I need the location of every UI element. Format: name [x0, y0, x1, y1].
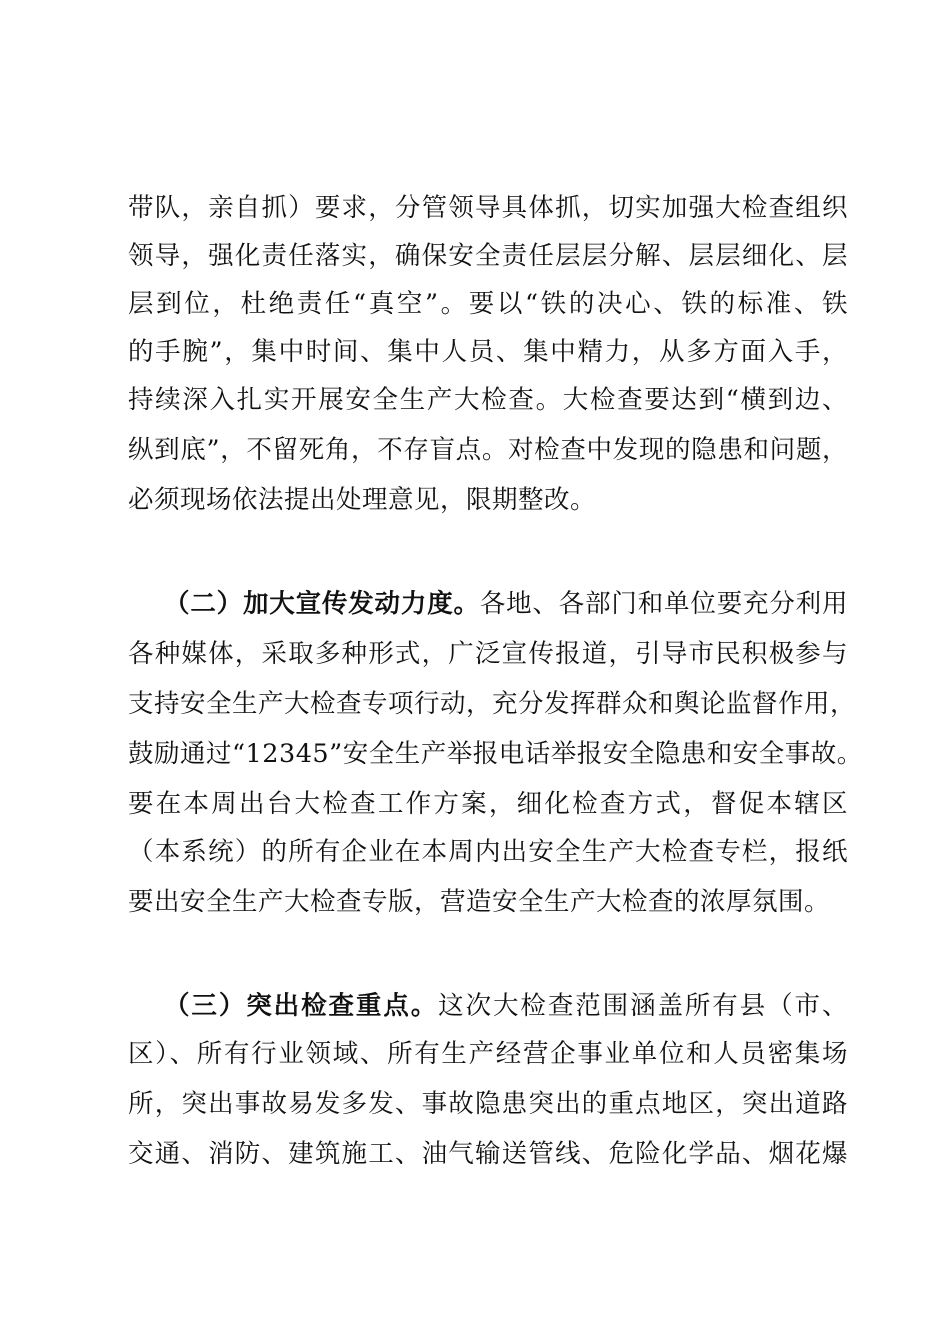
paragraph-2-line-7: 要出安全生产大检查专版，营造安全生产大检查的浓厚氛围。	[128, 887, 831, 917]
paragraph-2-heading: （二）加大宣传发动力度。	[164, 589, 480, 619]
paragraph-2-line-2: 各种媒体，采取多种形式，广泛宣传报道，引导市民积极参与	[128, 639, 848, 669]
paragraph-2-first-rest: 各地、各部门和单位要充分利用	[479, 589, 848, 619]
paragraph-1-line-7: 必须现场依法提出处理意见，限期整改。	[128, 485, 597, 515]
paragraph-1-line-6: 纵到底”，不留死角，不存盲点。对检查中发现的隐患和问题，	[128, 435, 848, 465]
paragraph-1-line-4: 的手腕”，集中时间、集中人员、集中精力，从多方面入手，	[128, 337, 848, 367]
paragraph-3-heading: （三）突出检查重点。	[164, 991, 439, 1021]
paragraph-3-first-rest: 这次大检查范围涵盖所有县（市、	[438, 991, 848, 1021]
paragraph-2-line-6: （本系统）的所有企业在本周内出安全生产大检查专栏，报纸	[128, 837, 848, 867]
paragraph-3-line-3: 所，突出事故易发多发、事故隐患突出的重点地区，突出道路	[128, 1089, 848, 1119]
paragraph-3-line-4: 交通、消防、建筑施工、油气输送管线、危险化学品、烟花爆	[128, 1139, 848, 1169]
paragraph-2-line-4: 鼓励通过“12345”安全生产举报电话举报安全隐患和安全事故。	[128, 739, 863, 769]
paragraph-3-line-2: 区）、所有行业领域、所有生产经营企事业单位和人员密集场	[128, 1039, 848, 1069]
paragraph-1-line-3: 层到位，杜绝责任“真空”。要以“铁的决心、铁的标准、铁	[128, 289, 848, 319]
paragraph-1-line-5: 持续深入扎实开展安全生产大检查。大检查要达到“横到边、	[128, 385, 848, 415]
paragraph-2-line-1	[164, 584, 848, 624]
paragraph-1-line-1: 带队，亲自抓）要求，分管领导具体抓，切实加强大检查组织	[128, 193, 848, 223]
paragraph-1-line-2: 领导，强化责任落实，确保安全责任层层分解、层层细化、层	[128, 241, 848, 271]
paragraph-3-line-1	[164, 986, 848, 1026]
paragraph-2-line-3: 支持安全生产大检查专项行动，充分发挥群众和舆论监督作用，	[128, 689, 857, 719]
paragraph-2-line-5: 要在本周出台大检查工作方案，细化检查方式，督促本辖区	[128, 789, 848, 819]
